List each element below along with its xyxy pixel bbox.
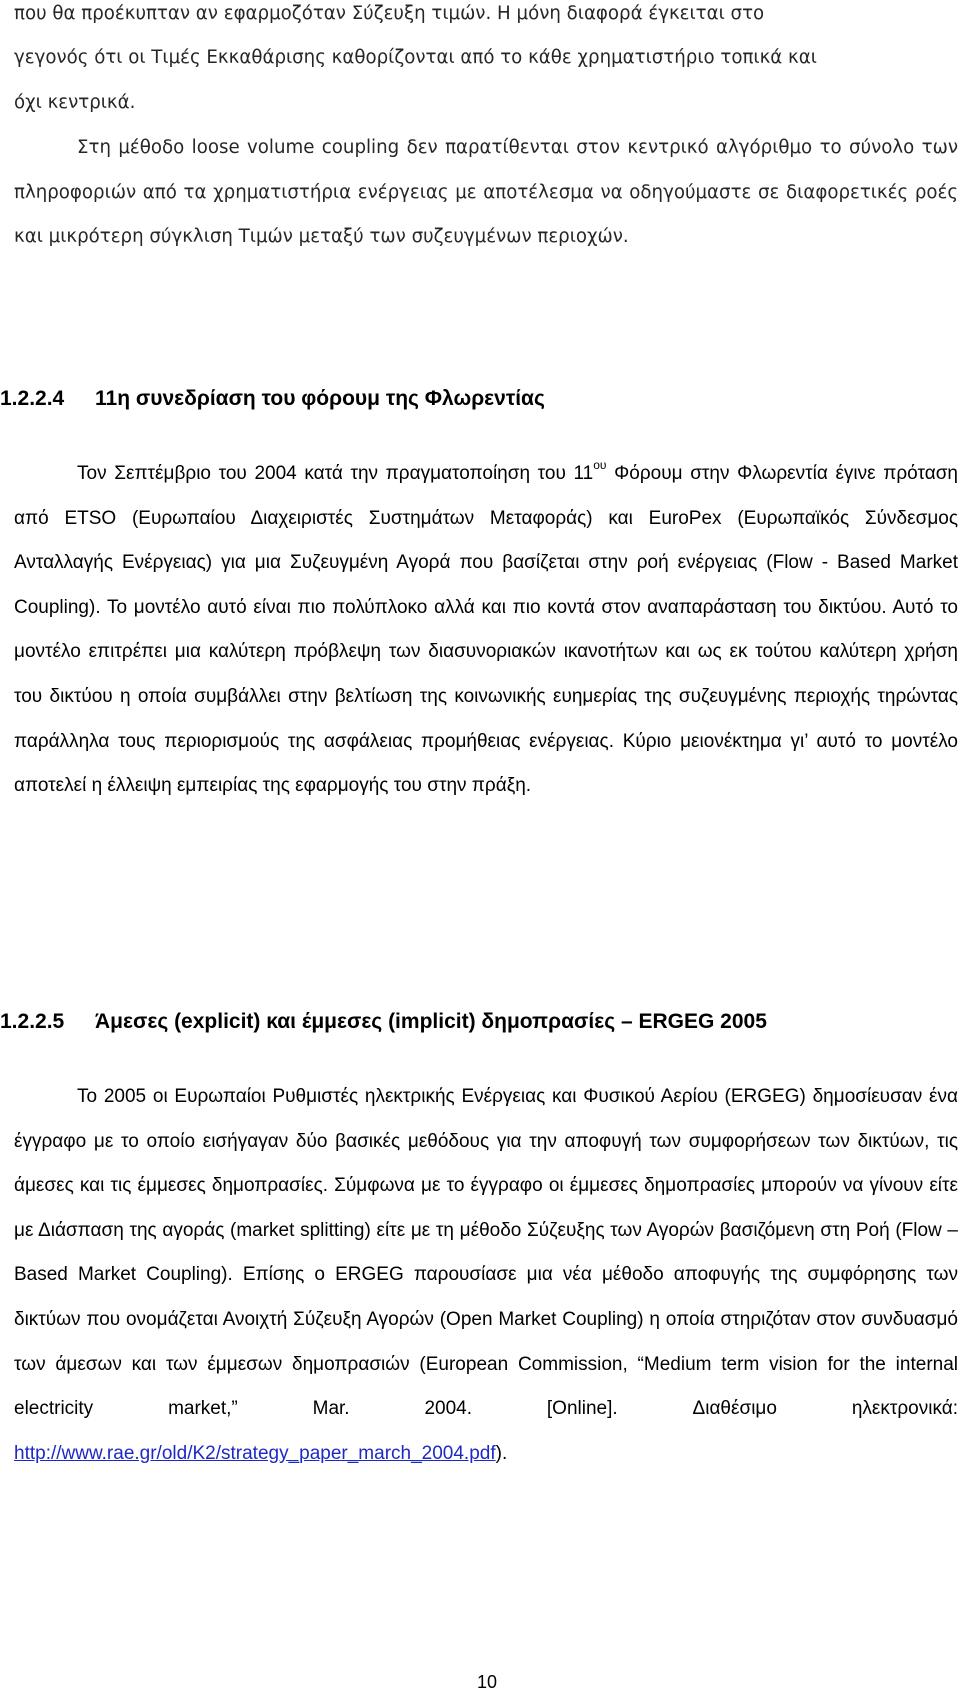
section-number: 1.2.2.5 [0, 1010, 65, 1033]
section-heading-1225 [0, 1007, 767, 1037]
intro-line-2: γεγονός ότι οι Τιμές Εκκαθάρισης καθορίζονται από το κάθε χρηματιστήριο τοπικά και [14, 47, 817, 68]
section-number: 1.2.2.4 [0, 387, 65, 410]
intro-line-3: όχι κεντρικά. [14, 92, 136, 113]
section-title: 11η συνεδρίαση του φόρουμ της Φλωρεντίας [95, 387, 545, 410]
page-number: 10 [476, 1672, 498, 1692]
ordinal-superscript: ου [593, 458, 607, 472]
ergeg-paragraph [14, 1075, 958, 1476]
section-heading-1224 [0, 384, 545, 414]
florence-forum-paragraph [14, 452, 958, 809]
paragraph-text: ). [495, 1442, 508, 1464]
section-title: Άμεσες (explicit) και έμμεσες (implicit) δημοπρασίες – ERGEG 2005 [95, 1010, 767, 1033]
intro-line-1: που θα προέκυπταν αν εφαρμοζόταν Σύζευξη τιμών. Η μόνη διαφορά έγκειται στο [14, 3, 765, 24]
loose-volume-paragraph: Στη μέθοδο loose volume coupling δεν παρατίθενται στον κεντρικό αλγόριθμο το σύνολο των πληροφοριών από τα χρηματιστήρια ενέργειας με αποτέλεσμα να οδηγούμαστε σε διαφορετικές ροές και μικρότερη σύγκλιση Τιμών μεταξύ των συζευγμένων περιοχών. [14, 137, 958, 248]
paragraph-text: Τον Σεπτέμβριο του 2004 κατά την πραγματοποίηση του 11 [77, 463, 594, 484]
paragraph-text: Το 2005 οι Ευρωπαίοι Ρυθμιστές ηλεκτρικής Ενέργειας και Φυσικού Αερίου (ERGEG) δημοσίευσαν ένα έγγραφο με το οποίο εισήγαγαν δύο βασικές μεθόδους για την αποφυγή των συμφορήσεων των δικτύων, τις άμεσες και τις έμμεσες δημοπρασίες. Σύμφωνα με το έγγραφο οι έμμεσες δημοπρασίες μπορούν να γίνουν είτε με Διάσπαση της αγοράς (market splitting) είτε με τη μέθοδο Σύζευξης των Αγορών βασιζόμενη στη Ροή (Flow – Based Market Coupling). Επίσης ο ERGEG παρουσίασε μια νέα μέθοδο αποφυγής της συμφόρησης των δικτύων που ονομάζεται Ανοιχτή Σύζευξη Αγορών (Open Market Coupling) η οποία στηριζόταν στον συνδυασμό των άμεσων και των έμμεσων δημοπρασιών (European Commission, “Medium term vision for the internal electricity market,” Mar. 2004. [Online]. Διαθέσιμο ηλεκτρονικά: [14, 1086, 958, 1420]
paragraph-text: Φόρουμ στην Φλωρεντία έγινε πρόταση από ETSO (Ευρωπαίου Διαχειριστές Συστημάτων Μεταφοράς) και EuroPex (Ευρωπαϊκός Σύνδεσμος Ανταλλαγής Ενέργειας) για μια Συζευγμένη Αγορά που βασίζεται στην ροή ενέργειας (Flow - Based Market Coupling). Το μοντέλο αυτό είναι πιο πολύπλοκο αλλά και πιο κοντά στον αναπαράσταση του δικτύου. Αυτό το μοντέλο επιτρέπει μια καλύτερη πρόβλεψη των διασυνοριακών ικανοτήτων και ως εκ τούτου καλύτερη χρήση του δικτύου η οποία συμβάλλει στην βελτίωση της κοινωνικής ευημερίας της συζευγμένης περιοχής τηρώντας παράλληλα τους περιορισμούς της ασφάλειας προμήθειας ενέργειας. Κύριο μειονέκτημα γι’ αυτό το μοντέλο αποτελεί η έλλειψη εμπειρίας της εφαρμογής του στην πράξη. [14, 463, 958, 797]
rae-strategy-paper-link[interactable]: http://www.rae.gr/old/K2/strategy_paper_march_2004.pdf [14, 1442, 496, 1464]
